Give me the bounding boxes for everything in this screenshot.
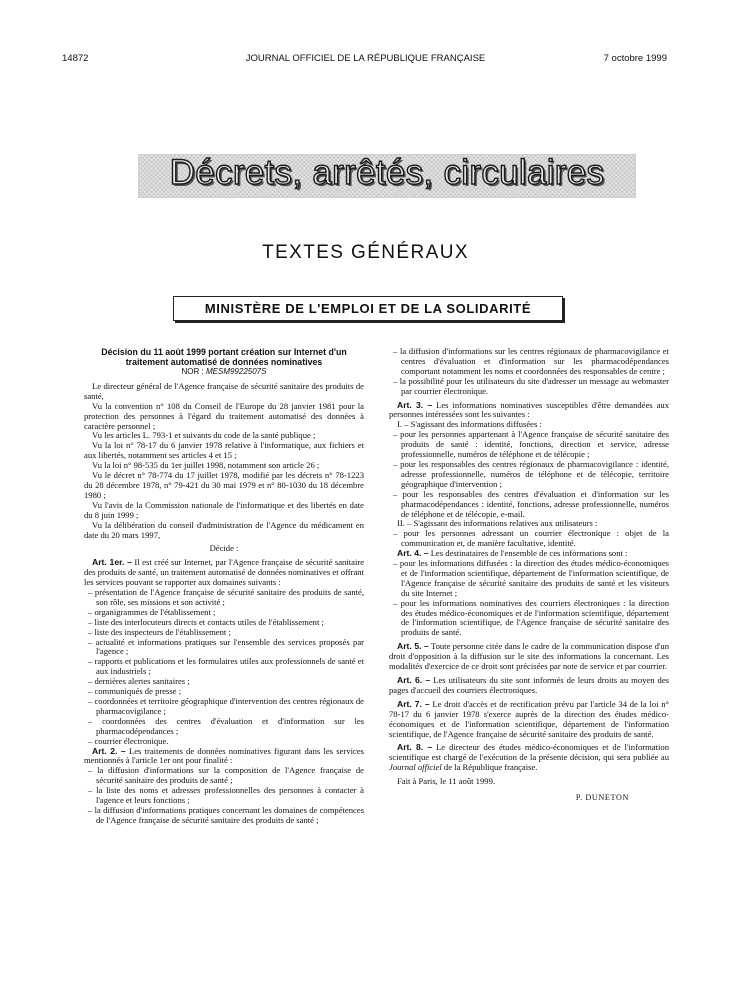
- article-text: Le directeur des études médico-économiques et de l'information scientifique est chargé de l'exécution de la présente décision, qui sera publiée au: [389, 742, 669, 763]
- list-item: – actualité et informations pratiques sur l'ensemble des services proposés par l'agence ;: [88, 636, 364, 657]
- list-item: – pour les responsables des centres régionaux de pharmacovigilance : identité, adresse professionnelle, numéros de téléphone et de télécopie, territoire géographique d'intervention ;: [393, 458, 669, 489]
- subsection-heading: II. – S'agissant des informations relatives aux utilisateurs :: [397, 518, 598, 529]
- list-item: – pour les responsables des centres d'évaluation et d'information sur les pharmacodépendances : identité, fonctions, adresse professionnelle, numéros de téléphone et de télécopie, e-mail.: [393, 488, 669, 519]
- left-column: [84, 347, 364, 826]
- article-label: Art. 7. –: [397, 698, 430, 709]
- issue-date: 7 octobre 1999: [603, 53, 667, 64]
- article-6: [389, 676, 669, 696]
- section-banner: [138, 154, 636, 198]
- list-item: – pour les personnes appartenant à l'Agence française de sécurité sanitaire des produits de santé : identité, fonctions, direction et service, adresse professionnelle, numéros de téléphone et de télécopie ;: [393, 429, 669, 460]
- decide-heading: Décide :: [209, 543, 239, 554]
- journal-officiel-italic: Journal officiel: [389, 762, 442, 773]
- article-text: Il est créé sur Internet, par l'Agence française de sécurité sanitaire des produits de santé, un traitement automatisé de données nominatives et offrant les services pouvant se rapporter aux domaines suivants :: [84, 557, 365, 588]
- list-item: – communiqués de presse ;: [88, 686, 182, 697]
- article-text: Les informations nominatives susceptibles d'être demandées aux personnes intéressées sont les suivantes :: [389, 399, 670, 420]
- list-item: – la liste des noms et adresses professionnelles des personnes à contacter à l'agence et leurs fonctions ;: [88, 785, 364, 806]
- nor-code: MESM9922507S: [205, 367, 267, 376]
- vu-paragraph: Vu la délibération du conseil d'administration de l'Agence du médicament en date du 20 mars 1997,: [84, 519, 364, 540]
- article-2: [84, 747, 364, 767]
- vu-paragraph: Vu la convention n° 108 du Conseil de l'Europe du 28 janvier 1981 pour la protection des personnes à l'égard du traitement automatisé des données à caractère personnel ;: [84, 400, 364, 431]
- list-item: – coordonnées et territoire géographique d'intervention des centres régionaux de pharmacovigilance ;: [88, 696, 364, 716]
- list-item: – la diffusion d'informations pratiques concernant les domaines de compétences de l'Agence française de sécurité sanitaire des produits de santé ;: [88, 804, 364, 825]
- decision-title: Décision du 11 août 1999 portant création sur Internet d'un traitement automatisé de données nominatives: [101, 347, 347, 367]
- article-text-end: de la République française.: [443, 762, 538, 773]
- list-item: – liste des inspecteurs de l'établissement ;: [88, 626, 231, 637]
- vu-paragraph: Vu l'avis de la Commission nationale de l'informatique et des libertés en date du 8 juin 1999 ;: [84, 499, 364, 520]
- list-item: – pour les informations diffusées : la direction des études médico-économiques et de l'information scientifique, département de l'information scientifique, de l'Agence française de sécurité sanitaire des produits de santé et les visiteurs du site Internet ;: [393, 558, 669, 598]
- section-heading: TEXTES GÉNÉRAUX: [262, 242, 469, 263]
- article-label: Art. 3. –: [397, 399, 433, 410]
- article-label: Art. 2. –: [92, 745, 126, 756]
- vu-paragraph: Vu le décret n° 78-774 du 17 juillet 1978, modifié par les décrets n° 78-1223 du 28 décembre 1978, n° 79-421 du 30 mai 1979 et n° 80-1030 du 18 décembre 1980 ;: [84, 470, 364, 500]
- intro-paragraph: Le directeur général de l'Agence française de sécurité sanitaire des produits de santé,: [84, 380, 364, 401]
- vu-paragraph: Vu la loi n° 98-535 du 1er juillet 1998, notamment son article 26 ;: [92, 460, 320, 471]
- article-5: [389, 642, 669, 672]
- list-item: – dernières alertes sanitaires ;: [88, 676, 190, 687]
- article-label: Art. 1er. –: [92, 557, 132, 568]
- page-number: 14872: [62, 53, 89, 64]
- article-label: Art. 4. –: [397, 548, 429, 559]
- list-item: – pour les informations nominatives des courriers électroniques : la direction des études médico-économiques et de l'information scientifique, département de l'information scientifique, de l'Agence française de sécurité sanitaire des produits de santé.: [393, 597, 669, 638]
- list-item: – organigrammes de l'établissement ;: [88, 606, 216, 617]
- list-item: – présentation de l'Agence française de sécurité sanitaire des produits de santé, son rôle, ses missions et son activité ;: [88, 587, 364, 607]
- right-column: [389, 347, 669, 803]
- list-item: – courrier électronique.: [88, 735, 169, 746]
- article-7: [389, 700, 669, 740]
- article-text: Les utilisateurs du site sont informés de leurs droits au moyen des pages d'accueil des courriers électroniques.: [389, 675, 669, 695]
- nor-reference: [84, 367, 364, 377]
- signature: P. DUNETON: [575, 793, 629, 803]
- article-8: [389, 743, 669, 773]
- fait-line: Fait à Paris, le 11 août 1999.: [397, 776, 496, 787]
- list-item: – coordonnées des centres d'évaluation et d'information sur les pharmacodépendances ;: [88, 715, 364, 736]
- vu-paragraph: Vu les articles L. 793-1 et suivants du code de la santé publique ;: [92, 430, 316, 441]
- article-label: Art. 8. –: [397, 742, 433, 753]
- list-item: – la diffusion d'informations sur les centres régionaux de pharmacovigilance et centres d'évaluation et d'information sur les pharmacodépendances comportant notamment les noms et coordonnées des responsables de centre ;: [393, 346, 669, 376]
- article-label: Art. 5. –: [397, 641, 429, 652]
- nor-label: NOR :: [181, 367, 204, 376]
- article-3: [389, 401, 669, 421]
- list-item: – liste des interlocuteurs directs et contacts utiles de l'établissement ;: [88, 616, 324, 627]
- vu-paragraph: Vu la loi n° 78-17 du 6 janvier 1978 relative à l'informatique, aux fichiers et aux libertés, notamment ses articles 4 et 15 ;: [84, 440, 364, 461]
- article-1: [84, 558, 364, 588]
- article-text: Les traitements de données nominatives figurant dans les services mentionnés à l'article 1er ont pour finalité :: [84, 745, 364, 766]
- journal-title: JOURNAL OFFICIEL DE LA RÉPUBLIQUE FRANÇAISE: [245, 53, 486, 64]
- list-item: – rapports et publications et les formulaires utiles aux professionnels de santé et aux industriels ;: [88, 656, 364, 677]
- banner-title: Décrets, arrêtés, circulaires: [169, 153, 605, 192]
- list-item: – la diffusion d'informations sur la composition de l'Agence française de sécurité sanitaire des produits de santé ;: [88, 765, 364, 786]
- article-text: Le droit d'accès et de rectification prévu par l'article 34 de la loi n° 78-17 du 6 janvier 1978 s'exerce auprès de la direction des études médico-économiques et de l'information scientifique, département de l'information scientifique, de l'Agence française de sécurité sanitaire des produits de santé.: [389, 698, 669, 739]
- subsection-heading: I. – S'agissant des informations diffusées :: [397, 419, 542, 430]
- ministry-box: MINISTÈRE DE L'EMPLOI ET DE LA SOLIDARITÉ: [173, 296, 563, 321]
- article-text: Les destinataires de l'ensemble de ces informations sont :: [430, 548, 628, 559]
- article-label: Art. 6. –: [397, 675, 431, 685]
- list-item: – pour les personnes adressant un courrier électronique : objet de la communication et, de manière facultative, identité.: [393, 528, 669, 549]
- article-text: Toute personne citée dans le cadre de la communication dispose d'un droit d'opposition à la diffusion sur le site des informations la concernant. Les modalités d'exercice de ce droit sont précisées par note de service et par courrier.: [389, 641, 670, 672]
- list-item: – la possibilité pour les utilisateurs du site d'adresser un message au webmaster par courrier électronique.: [393, 375, 669, 396]
